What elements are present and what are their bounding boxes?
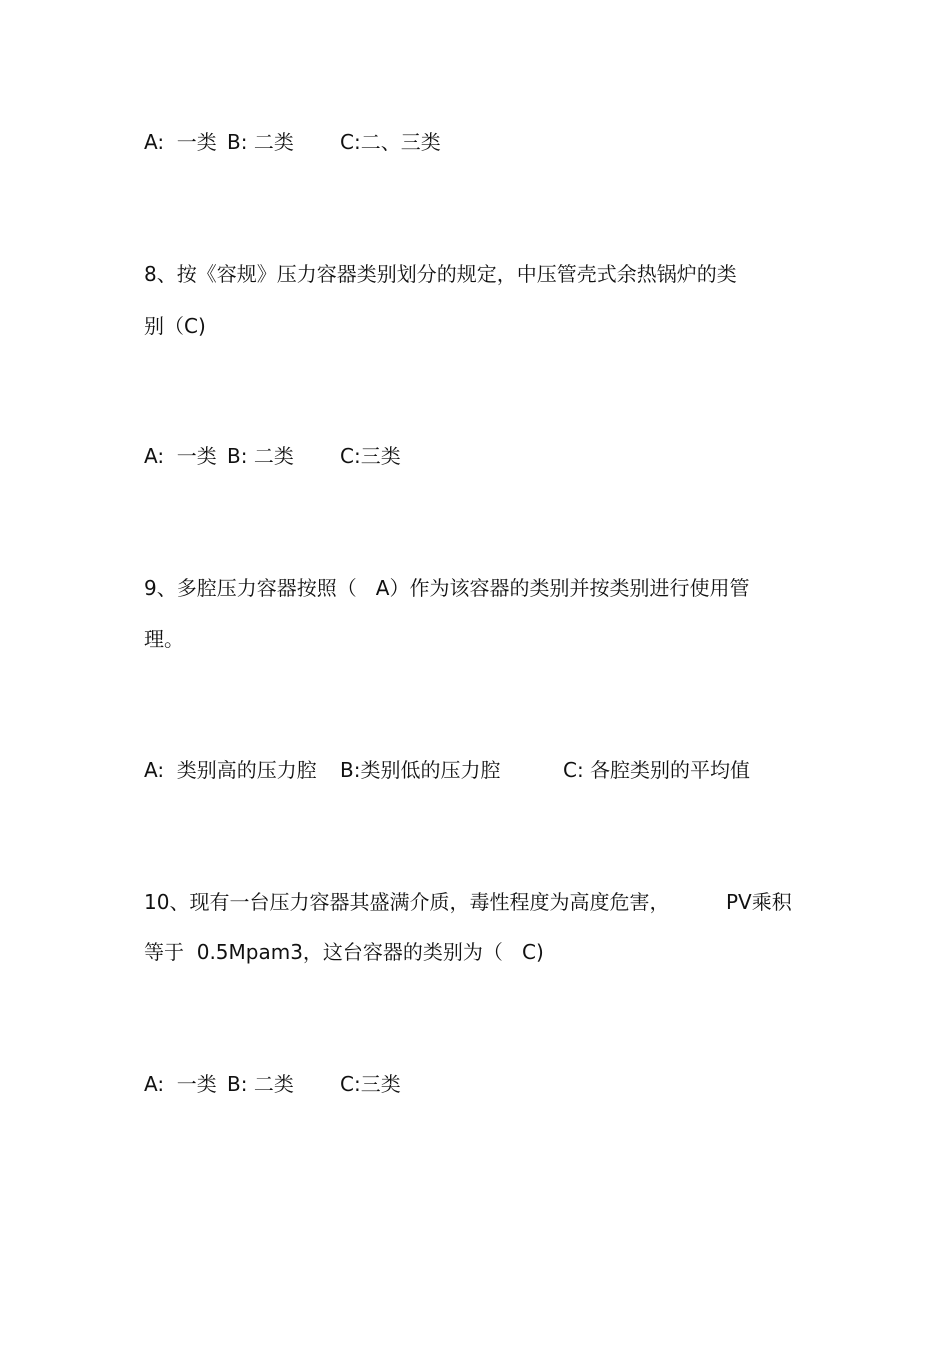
- q7-option-b: B: 二类: [227, 130, 294, 154]
- q10-question-line2: 等于 0.5Mpam3，这台容器的类别为（ C): [144, 940, 544, 964]
- q8-option-c: C:三类: [340, 444, 401, 468]
- q10-option-a: A: 一类: [144, 1072, 217, 1096]
- q9-question-line1: 9、多腔压力容器按照（ A）作为该容器的类别并按类别进行使用管: [144, 576, 750, 600]
- q7-option-a: A: 一类: [144, 130, 217, 154]
- q8-option-a: A: 一类: [144, 444, 217, 468]
- q9-option-a: A: 类别高的压力腔: [144, 758, 317, 782]
- q8-question-line1: 8、按《容规》压力容器类别划分的规定，中压管壳式余热锅炉的类: [144, 262, 737, 286]
- q10-option-b: B: 二类: [227, 1072, 294, 1096]
- q10-option-c: C:三类: [340, 1072, 401, 1096]
- q10-question-line1: 10、现有一台压力容器其盛满介质，毒性程度为高度危害，: [144, 890, 670, 914]
- q9-option-c: C: 各腔类别的平均值: [563, 758, 751, 782]
- q8-option-b: B: 二类: [227, 444, 294, 468]
- q10-question-line1-tail: PV乘积: [726, 890, 792, 914]
- q7-option-c: C:二、三类: [340, 130, 441, 154]
- q9-option-b: B:类别低的压力腔: [340, 758, 501, 782]
- q9-question-line2: 理。: [144, 627, 184, 651]
- q8-question-line2: 别（C): [144, 314, 206, 338]
